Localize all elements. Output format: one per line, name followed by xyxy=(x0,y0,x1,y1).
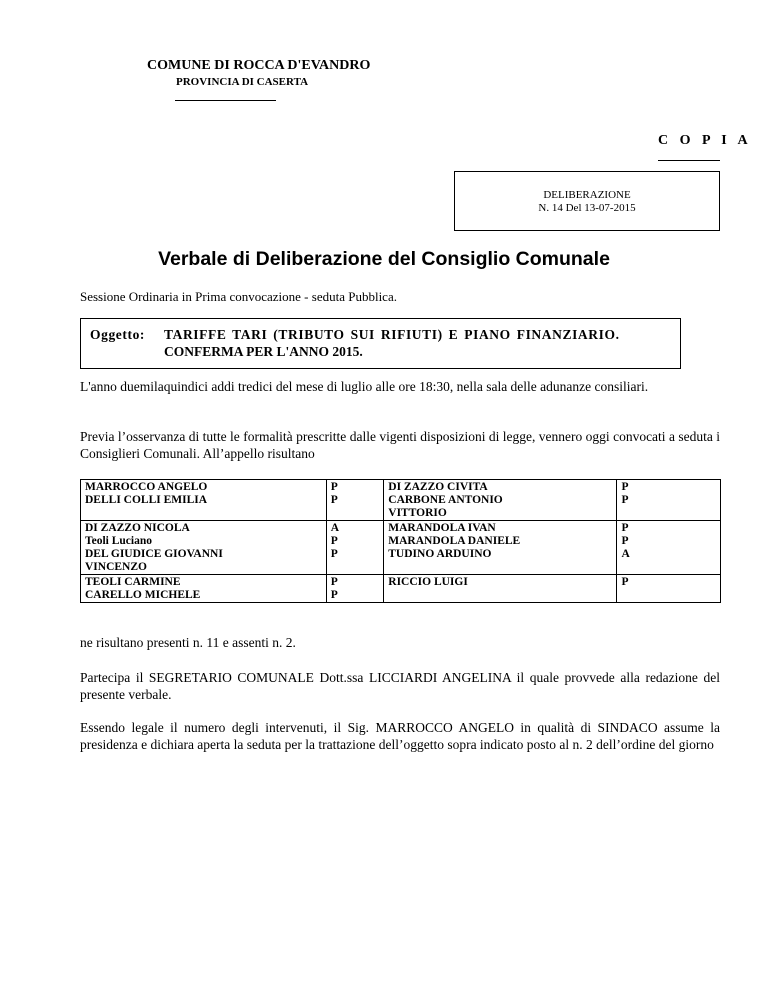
member-name: DEL GIUDICE GIOVANNI xyxy=(85,548,223,560)
member-status: P xyxy=(621,535,629,547)
header-divider xyxy=(175,100,276,101)
copia-label: C O P I A xyxy=(658,133,752,148)
deliberazione-label: DELIBERAZIONE xyxy=(543,189,631,201)
member-status: P xyxy=(330,494,338,506)
member-status: A xyxy=(621,548,630,560)
essendo-paragraph: Essendo legale il numero degli intervenuti, il Sig. MARROCCO ANGELO in qualità di SINDACO assume la presidenza e dichiara aperta la seduta per la trattazione dell’oggetto sopra indicato posto al n. 2 dell’ordine del giorno xyxy=(80,720,720,752)
previa-paragraph: Previa l’osservanza di tutte le formalità prescritte dalle vigenti disposizioni di legge, vennero oggi convocati a seduta i Consiglieri Comunali. All’appello risultano xyxy=(80,429,720,461)
table-row xyxy=(81,480,721,521)
oggetto-text-2: CONFERMA PER L'ANNO 2015. xyxy=(164,344,363,359)
member-name: TEOLI CARMINE xyxy=(85,576,181,588)
table-cell xyxy=(81,521,327,575)
member-status: P xyxy=(330,548,338,560)
member-status: P xyxy=(621,481,629,493)
member-name: MARANDOLA DANIELE xyxy=(388,535,521,547)
table-cell xyxy=(81,575,327,603)
page-title: Verbale di Deliberazione del Consiglio Comunale xyxy=(158,248,610,270)
member-name: DELLI COLLI EMILIA xyxy=(85,494,208,506)
member-name: CARELLO MICHELE xyxy=(85,589,201,601)
oggetto-line-1 xyxy=(90,326,680,343)
member-name: DI ZAZZO NICOLA xyxy=(85,522,190,534)
member-name: VINCENZO xyxy=(85,561,147,573)
table-cell xyxy=(384,480,617,521)
table-row xyxy=(81,521,721,575)
oggetto-text-1: TARIFFE TARI (TRIBUTO SUI RIFIUTI) E PIANO FINANZIARIO. xyxy=(164,327,620,342)
deliberazione-number: N. 14 Del 13-07-2015 xyxy=(538,202,636,214)
member-status: P xyxy=(330,576,338,588)
table-cell xyxy=(326,480,384,521)
member-name: CARBONE ANTONIO xyxy=(388,494,503,506)
table-cell xyxy=(384,575,617,603)
table-row xyxy=(81,575,721,603)
deliberazione-box xyxy=(454,171,720,231)
table-cell xyxy=(617,521,721,575)
table-cell xyxy=(81,480,327,521)
member-name: TUDINO ARDUINO xyxy=(388,548,492,560)
table-cell xyxy=(326,521,384,575)
anno-paragraph: L'anno duemilaquindici addi tredici del mese di luglio alle ore 18:30, nella sala delle adunanze consiliari. xyxy=(80,379,649,394)
member-name: RICCIO LUIGI xyxy=(388,576,468,588)
oggetto-label: Oggetto: xyxy=(90,327,146,342)
member-status: P xyxy=(621,522,629,534)
member-name: MARANDOLA IVAN xyxy=(388,522,496,534)
table-cell xyxy=(326,575,384,603)
members-table xyxy=(80,479,721,603)
member-name: VITTORIO xyxy=(388,507,447,519)
member-status: P xyxy=(621,494,629,506)
member-status: A xyxy=(330,522,340,534)
comune-name: COMUNE DI ROCCA D'EVANDRO xyxy=(147,58,371,73)
member-name: MARROCCO ANGELO xyxy=(85,481,208,493)
member-name: Teoli Luciano xyxy=(85,535,152,547)
sessione-text: Sessione Ordinaria in Prima convocazione - seduta Pubblica. xyxy=(80,289,397,304)
table-cell xyxy=(617,575,721,603)
attendance-summary: ne risultano presenti n. 11 e assenti n. 2. xyxy=(80,635,296,650)
partecipa-paragraph: Partecipa il SEGRETARIO COMUNALE Dott.ssa LICCIARDI ANGELINA il quale provvede alla redazione del presente verbale. xyxy=(80,670,720,702)
table-cell xyxy=(617,480,721,521)
member-status: P xyxy=(330,535,338,547)
member-status: P xyxy=(330,589,338,601)
member-status: P xyxy=(330,481,338,493)
member-status: P xyxy=(621,576,629,588)
table-cell xyxy=(384,521,617,575)
provincia-name: PROVINCIA DI CASERTA xyxy=(176,76,309,88)
oggetto-box xyxy=(80,318,681,369)
copia-underline xyxy=(658,160,720,161)
member-name: DI ZAZZO CIVITA xyxy=(388,481,488,493)
